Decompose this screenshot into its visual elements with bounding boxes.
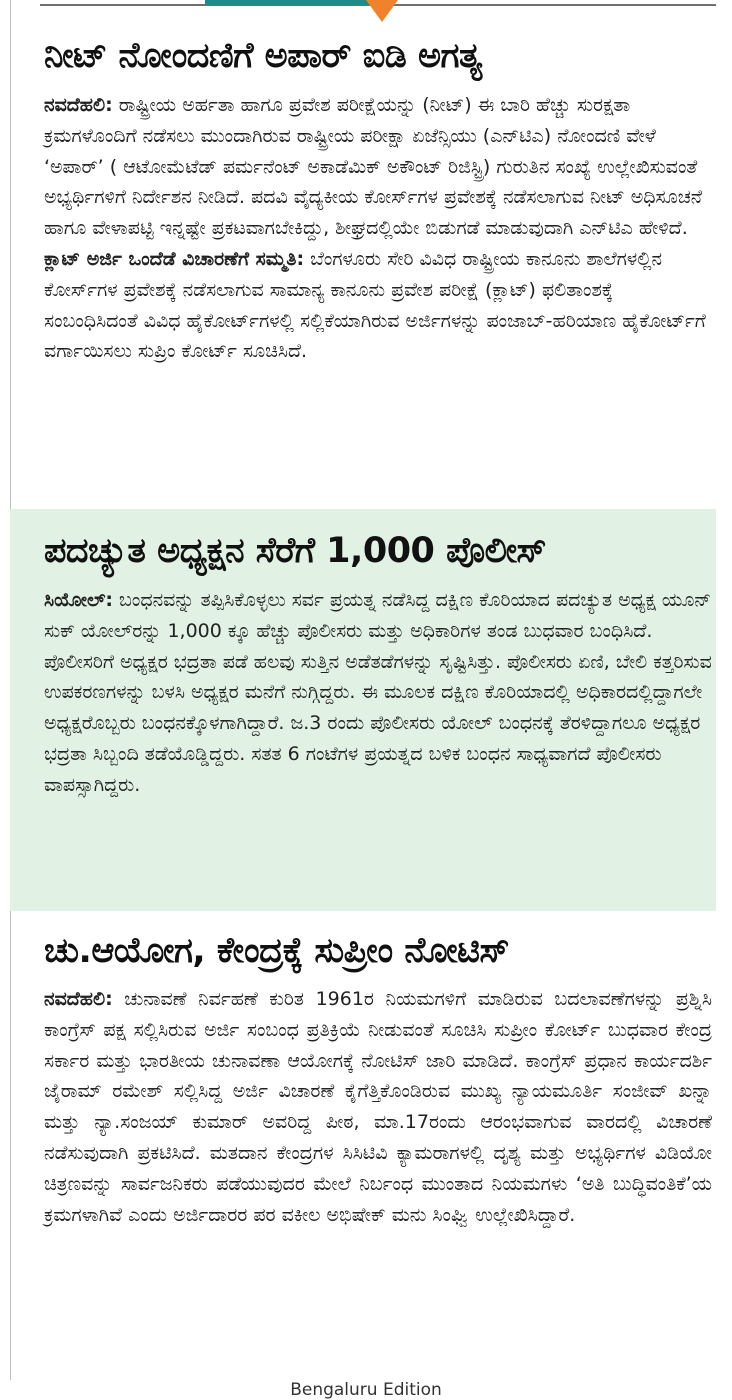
story-paragraph [44,585,712,801]
paragraph-text: ರಾಷ್ಟ್ರೀಯ ಅರ್ಹತಾ ಹಾಗೂ ಪ್ರವೇಶ ಪರೀಕ್ಷೆಯನ್ನು (ನೀಟ್) ಈ ಬಾರಿ ಹೆಚ್ಚು ಸುರಕ್ಷತಾ ಕ್ರಮಗಳೊಂದಿಗೆ ನಡೆಸಲು ಮುಂದಾಗಿರುವ ರಾಷ್ಟ್ರೀಯ ಪರೀಕ್ಷಾ ಏಜೆನ್ಸಿಯು (ಎನ್‌ಟಿಎ) ನೋಂದಣಿ ವೇಳೆ ‘ಅಪಾರ್’ ( ಆಟೋಮೆಟೆಡ್ ಪರ್ಮನೆಂಟ್ ಅಕಾಡೆಮಿಕ್ ಅಕೌಂಟ್ ರಿಜಿಸ್ಟ್ರಿ) ಗುರುತಿನ ಸಂಖ್ಯೆ ಉಲ್ಲೇಖಿಸುವಂತೆ ಅಭ್ಯರ್ಥಿಗಳಿಗೆ ನಿರ್ದೇಶನ ನೀಡಿದೆ. ಪದವಿ ವೈದ್ಯಕೀಯ ಕೋರ್ಸ್‌ಗಳ ಪ್ರವೇಶಕ್ಕೆ ನಡೆಸಲಾಗುವ ನೀಟ್ ಅಧಿಸೂಚನೆ ಹಾಗೂ ವೇಳಾಪಟ್ಟಿ ಇನ್ನಷ್ಟೇ ಪ್ರಕಟವಾಗಬೇಕಿದ್ದು, ಶೀಘ್ರದಲ್ಲಿಯೇ ಬಿಡುಗಡೆ ಮಾಡುವುದಾಗಿ ಎನ್‌ಟಿಎ ಹೇಳಿದೆ. [44,94,703,240]
orange-pointer-marker [366,0,398,22]
story-headline: ಚು.ಆಯೋಗ, ಕೇಂದ್ರಕ್ಕೆ ಸುಪ್ರೀಂ ನೋಟಿಸ್ [44,931,509,971]
news-story-seoul [10,509,716,911]
dateline: ನವದೆಹಲಿ: [44,988,113,1010]
story-headline: ನೀಟ್ ನೋಂದಣಿಗೆ ಅಪಾರ್ ಐಡಿ ಅಗತ್ಯ [44,36,482,76]
paragraph-text: ಬೆಂಗಳೂರು ಸೇರಿ ವಿವಿಧ ರಾಷ್ಟ್ರೀಯ ಕಾನೂನು ಶಾಲೆಗಳಲ್ಲಿನ ಕೋರ್ಸ್‌ಗಳ ಪ್ರವೇಶಕ್ಕೆ ನಡೆಸಲಾಗುವ ಸಾಮಾನ್ಯ ಕಾನೂನು ಪ್ರವೇಶ ಪರೀಕ್ಷೆ (ಕ್ಲಾಟ್) ಫಲಿತಾಂಶಕ್ಕೆ ಸಂಬಂಧಿಸಿದಂತೆ ವಿವಿಧ ಹೈಕೋರ್ಟ್‌ಗಳಲ್ಲಿ ಸಲ್ಲಿಕೆಯಾಗಿರುವ ಅರ್ಜಿಗಳನ್ನು ಪಂಜಾಬ್-ಹರಿಯಾಣ ಹೈಕೋರ್ಟ್‌ಗೆ ವರ್ಗಾಯಿಸಲು ಸುಪ್ರಿಂ ಕೋರ್ಟ್ ಸೂಚಿಸಿದೆ. [44,247,706,363]
edition-label: Bengaluru Edition [290,1380,442,1400]
story-body [44,984,712,1230]
dateline: ಸಿಯೋಲ್: [44,589,114,611]
news-story-election-commission [10,926,716,1366]
story-paragraph [44,244,712,367]
section-tab-marker [205,0,380,5]
news-story-neet [10,31,716,501]
story-body [44,585,712,801]
story-paragraph [44,984,712,1230]
paragraph-text: ಬಂಧನವನ್ನು ತಪ್ಪಿಸಿಕೊಳ್ಳಲು ಸರ್ವ ಪ್ರಯತ್ನ ನಡೆಸಿದ್ದ ದಕ್ಷಿಣ ಕೊರಿಯಾದ ಪದಚ್ಯುತ ಅಧ್ಯಕ್ಷ ಯೂನ್ ಸುಕ್ ಯೋಲ್‌ರನ್ನು 1,000 ಕ್ಕೂ ಹೆಚ್ಚು ಪೊಲೀಸರು ಮತ್ತು ಅಧಿಕಾರಿಗಳ ತಂಡ ಬುಧವಾರ ಬಂಧಿಸಿದೆ. ಪೊಲೀಸರಿಗೆ ಅಧ್ಯಕ್ಷರ ಭದ್ರತಾ ಪಡೆ ಹಲವು ಸುತ್ತಿನ ಅಡೆತಡೆಗಳನ್ನು ಸೃಷ್ಟಿಸಿತ್ತು. ಪೊಲೀಸರು ಏಣಿ, ಬೇಲಿ ಕತ್ತರಿಸುವ ಉಪಕರಣಗಳನ್ನು ಬಳಸಿ ಅಧ್ಯಕ್ಷರ ಮನೆಗೆ ನುಗ್ಗಿದ್ದರು. ಈ ಮೂಲಕ ದಕ್ಷಿಣ ಕೊರಿಯಾದಲ್ಲಿ ಅಧಿಕಾರದಲ್ಲಿದ್ದಾಗಲೇ ಅಧ್ಯಕ್ಷರೊಬ್ಬರು ಬಂಧನಕ್ಕೊಳಗಾಗಿದ್ದಾರೆ. ಜ.3 ರಂದು ಪೊಲೀಸರು ಯೋಲ್ ಬಂಧನಕ್ಕೆ ತೆರಳಿದ್ದಾಗಲೂ ಅಧ್ಯಕ್ಷರ ಭದ್ರತಾ ಸಿಬ್ಬಂದಿ ತಡೆಯೊಡ್ಡಿದ್ದರು. ಸತತ 6 ಗಂಟೆಗಳ ಪ್ರಯತ್ನದ ಬಳಿಕ ಬಂಧನ ಸಾಧ್ಯವಾಗದೆ ಪೊಲೀಸರು ವಾಪಸ್ಸಾಗಿದ್ದರು. [44,589,712,796]
story-headline: ಪದಚ್ಯುತ ಅಧ್ಯಕ್ಷನ ಸೆರೆಗೆ 1,000 ಪೊಲೀಸ್ [44,531,546,571]
story-body [44,90,712,367]
subheading: ಕ್ಲಾಟ್ ಅರ್ಜಿ ಒಂದೆಡೆ ವಿಚಾರಣೆಗೆ ಸಮ್ಮತಿ: [44,247,305,270]
dateline: ನವದೆಹಲಿ: [44,94,113,116]
story-paragraph [44,90,712,244]
paragraph-text: ಚುನಾವಣೆ ನಿರ್ವಹಣೆ ಕುರಿತ 1961ರ ನಿಯಮಗಳಿಗೆ ಮಾಡಿರುವ ಬದಲಾವಣೆಗಳನ್ನು ಪ್ರಶ್ನಿಸಿ ಕಾಂಗ್ರೆಸ್ ಪಕ್ಷ ಸಲ್ಲಿಸಿರುವ ಅರ್ಜಿ ಸಂಬಂಧ ಪ್ರತಿಕ್ರಿಯೆ ನೀಡುವಂತೆ ಸೂಚಿಸಿ ಸುಪ್ರೀಂ ಕೋರ್ಟ್ ಬುಧವಾರ ಕೇಂದ್ರ ಸರ್ಕಾರ ಮತ್ತು ಭಾರತೀಯ ಚುನಾವಣಾ ಆಯೋಗಕ್ಕೆ ನೋಟಿಸ್ ಜಾರಿ ಮಾಡಿದೆ. ಕಾಂಗ್ರೆಸ್ ಪ್ರಧಾನ ಕಾರ್ಯದರ್ಶಿ ಜೈರಾಮ್ ರಮೇಶ್ ಸಲ್ಲಿಸಿದ್ದ ಅರ್ಜಿ ವಿಚಾರಣೆ ಕೈಗೆತ್ತಿಕೊಂಡಿರುವ ಮುಖ್ಯ ನ್ಯಾಯಮೂರ್ತಿ ಸಂಜೀವ್ ಖನ್ನಾ ಮತ್ತು ನ್ಯಾ.ಸಂಜಯ್ ಕುಮಾರ್ ಅವರಿದ್ದ ಪೀಠ, ಮಾ.17ರಂದು ಆರಂಭವಾಗುವ ವಾರದಲ್ಲಿ ವಿಚಾರಣೆ ನಡೆಸುವುದಾಗಿ ಪ್ರಕಟಿಸಿದೆ. ಮತದಾನ ಕೇಂದ್ರಗಳ ಸಿಸಿಟಿವಿ ಕ್ಯಾಮರಾಗಳಲ್ಲಿ ದೃಶ್ಯ ಮತ್ತು ಅಭ್ಯರ್ಥಿಗಳ ವಿಡಿಯೋ ಚಿತ್ರಣವನ್ನು ಸಾರ್ವಜನಿಕರು ಪಡೆಯುವುದರ ಮೇಲೆ ನಿರ್ಬಂಧ ಮುಂತಾದ ನಿಯಮಗಳು ‘ಅತಿ ಬುದ್ಧಿವಂತಿಕೆ’ಯ ಕ್ರಮಗಳಾಗಿವೆ ಎಂದು ಅರ್ಜಿದಾರರ ಪರ ವಕೀಲ ಅಭಿಷೇಕ್ ಮನು ಸಿಂಘ್ವಿ ಉಲ್ಲೇಖಿಸಿದ್ದಾರೆ. [44,988,712,1226]
